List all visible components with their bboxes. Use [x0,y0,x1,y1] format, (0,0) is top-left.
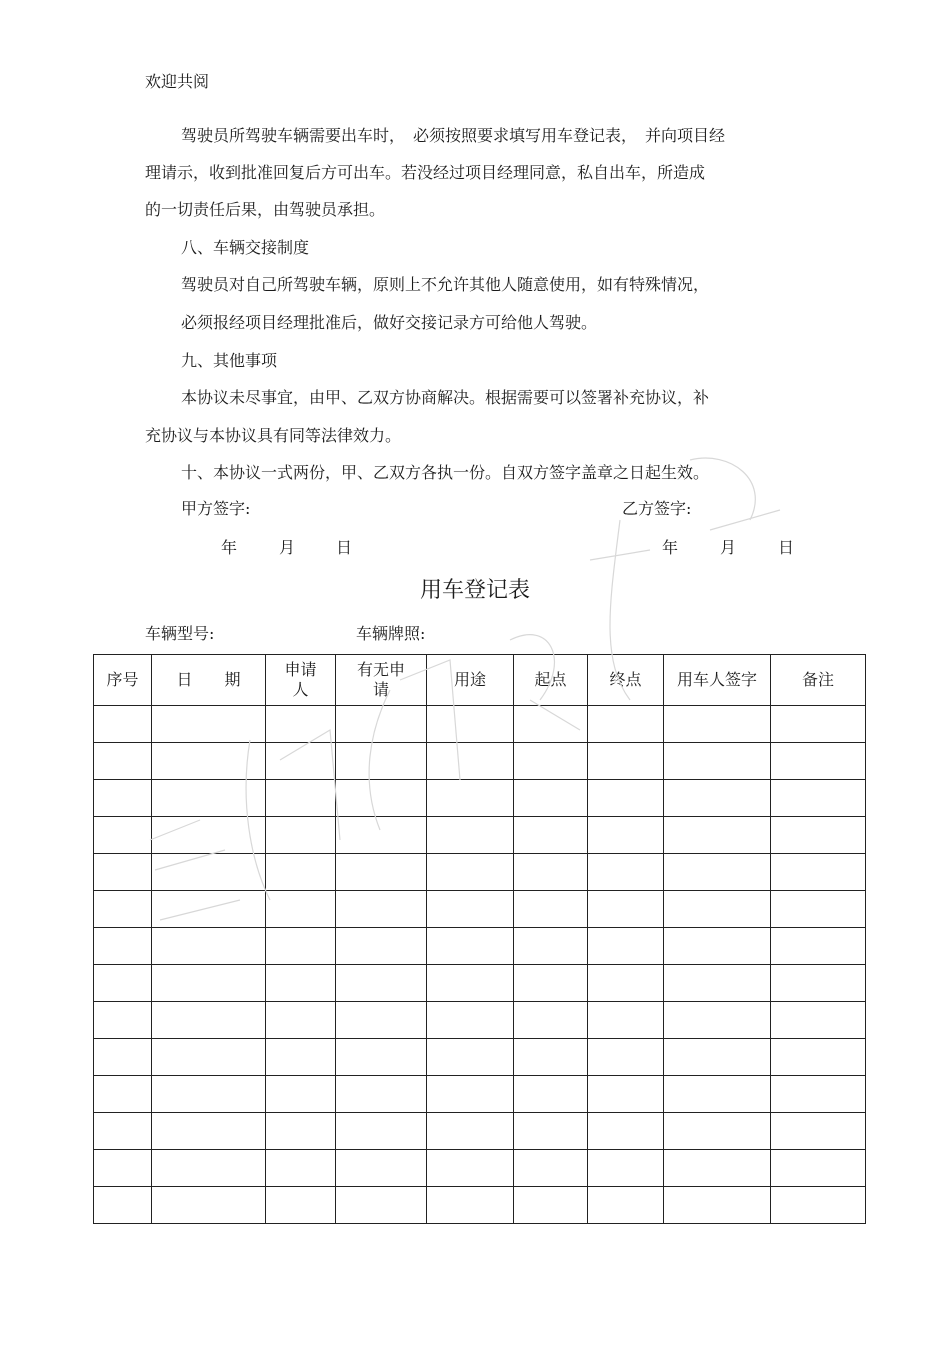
table-cell [514,965,588,1002]
table-cell [427,743,514,780]
table-cell [94,965,152,1002]
table-row [94,780,866,817]
column-header: 用途 [427,655,514,706]
table-cell [664,928,771,965]
table-cell [588,780,664,817]
column-header: 序号 [94,655,152,706]
table-cell [427,854,514,891]
table-cell [514,743,588,780]
table-cell [771,1039,866,1076]
table-cell [514,706,588,743]
table-cell [588,1150,664,1187]
table-cell [588,854,664,891]
table-cell [336,817,427,854]
table-cell [94,1002,152,1039]
paragraph-1-line-2: 理请示，收到批准回复后方可出车。若没经过项目经理同意，私自出车，所造成 [145,163,706,182]
table-cell [152,1076,266,1113]
table-cell [771,780,866,817]
section-9-line-1: 本协议未尽事宜，由甲、乙双方协商解决。根据需要可以签署补充协议，补 [181,388,710,407]
party-b-signature-label: 乙方签字: [622,499,692,518]
table-cell [771,706,866,743]
party-a-date-day: 日 [336,538,353,557]
table-cell [336,891,427,928]
table-cell [664,780,771,817]
party-b-date-day: 日 [778,538,795,557]
table-cell [771,1002,866,1039]
table-cell [152,854,266,891]
table-cell [266,1002,336,1039]
table-cell [152,817,266,854]
table-cell [152,1113,266,1150]
table-cell [336,928,427,965]
table-cell [664,1039,771,1076]
table-row [94,854,866,891]
party-a-signature-label: 甲方签字: [181,499,251,518]
table-cell [152,1150,266,1187]
column-header: 起点 [514,655,588,706]
column-header: 日 期 [152,655,266,706]
table-cell [94,891,152,928]
section-8-line-1: 驾驶员对自己所驾驶车辆，原则上不允许其他人随意使用，如有特殊情况， [181,275,710,294]
column-header: 备注 [771,655,866,706]
table-cell [588,706,664,743]
table-cell [336,965,427,1002]
table-cell [664,965,771,1002]
table-cell [514,780,588,817]
party-b-date-month: 月 [720,538,737,557]
table-cell [266,891,336,928]
table-row [94,1076,866,1113]
table-cell [94,706,152,743]
paragraph-1-line-1: 驾驶员所驾驶车辆需要出车时， 必须按照要求填写用车登记表， 并向项目经 [181,126,726,145]
section-8-heading: 八、车辆交接制度 [181,238,310,257]
table-cell [664,891,771,928]
table-cell [588,1039,664,1076]
table-cell [771,1076,866,1113]
table-cell [664,1076,771,1113]
column-header: 有无申请 [336,655,427,706]
table-cell [514,928,588,965]
table-cell [266,1150,336,1187]
table-cell [94,1113,152,1150]
table-row [94,1113,866,1150]
section-9-line-2: 充协议与本协议具有同等法律效力。 [145,426,402,445]
table-cell [514,817,588,854]
page-header: 欢迎共阅 [145,72,210,91]
table-cell [94,854,152,891]
table-cell [152,706,266,743]
table-cell [514,1002,588,1039]
table-cell [427,1039,514,1076]
table-cell [427,817,514,854]
table-row [94,706,866,743]
table-row [94,1002,866,1039]
table-cell [427,706,514,743]
table-cell [664,1187,771,1224]
table-cell [152,965,266,1002]
table-cell [427,1113,514,1150]
table-cell [336,854,427,891]
table-cell [94,743,152,780]
column-header: 申请人 [266,655,336,706]
table-cell [427,1150,514,1187]
table-cell [336,1187,427,1224]
table-cell [94,1150,152,1187]
table-cell [771,854,866,891]
table-cell [266,780,336,817]
table-cell [94,1039,152,1076]
table-cell [514,1187,588,1224]
paragraph-1-line-3: 的一切责任后果，由驾驶员承担。 [145,200,386,219]
table-cell [427,928,514,965]
vehicle-registration-table [93,654,866,1224]
table-cell [266,1039,336,1076]
table-cell [588,817,664,854]
table-row [94,1187,866,1224]
table-cell [771,891,866,928]
table-row [94,817,866,854]
table-cell [266,817,336,854]
table-row [94,891,866,928]
table-row [94,965,866,1002]
table-cell [427,780,514,817]
table-header-row [94,655,866,706]
table-cell [336,706,427,743]
table-row [94,1150,866,1187]
form-title: 用车登记表 [419,578,530,603]
table-row [94,928,866,965]
table-cell [771,1187,866,1224]
table-cell [664,743,771,780]
table-cell [336,1002,427,1039]
table-cell [514,891,588,928]
table-cell [664,854,771,891]
table-cell [588,965,664,1002]
table-cell [266,1187,336,1224]
table-cell [266,743,336,780]
table-cell [152,1187,266,1224]
table-cell [771,1113,866,1150]
table-cell [336,1113,427,1150]
table-cell [266,1076,336,1113]
table-cell [152,1039,266,1076]
party-b-date-year: 年 [662,538,679,557]
table-row [94,743,866,780]
section-8-line-2: 必须报经项目经理批准后，做好交接记录方可给他人驾驶。 [181,313,598,332]
table-cell [427,1076,514,1113]
table-cell [514,1039,588,1076]
table-cell [94,1187,152,1224]
table-cell [588,928,664,965]
table-cell [152,743,266,780]
table-cell [336,1039,427,1076]
table-cell [514,1150,588,1187]
table-cell [664,1150,771,1187]
table-cell [94,1076,152,1113]
table-cell [427,1002,514,1039]
table-cell [266,928,336,965]
party-a-date-year: 年 [221,538,238,557]
table-cell [94,817,152,854]
vehicle-model-label: 车辆型号: [145,624,215,643]
table-cell [588,1187,664,1224]
table-cell [152,780,266,817]
table-cell [514,1113,588,1150]
section-10-line: 十、本协议一式两份，甲、乙双方各执一份。自双方签字盖章之日起生效。 [181,463,710,482]
table-cell [266,965,336,1002]
column-header: 终点 [588,655,664,706]
table-cell [427,965,514,1002]
table-cell [152,928,266,965]
table-cell [588,743,664,780]
table-cell [588,1076,664,1113]
table-cell [427,1187,514,1224]
table-cell [771,1150,866,1187]
column-header: 用车人签字 [664,655,771,706]
table-cell [771,965,866,1002]
table-cell [664,817,771,854]
table-cell [588,1002,664,1039]
table-cell [266,1113,336,1150]
table-cell [771,817,866,854]
table-cell [336,1076,427,1113]
table-cell [266,854,336,891]
table-cell [664,1113,771,1150]
table-cell [336,1150,427,1187]
license-plate-label: 车辆牌照: [356,624,426,643]
table-cell [336,743,427,780]
table-cell [94,928,152,965]
table-cell [152,891,266,928]
table-cell [771,743,866,780]
table-cell [514,1076,588,1113]
table-cell [588,891,664,928]
table-cell [588,1113,664,1150]
table-cell [664,706,771,743]
table-cell [94,780,152,817]
party-a-date-month: 月 [279,538,296,557]
table-cell [266,706,336,743]
table-cell [771,928,866,965]
table-cell [514,854,588,891]
table-cell [427,891,514,928]
table-cell [152,1002,266,1039]
table-cell [664,1002,771,1039]
table-row [94,1039,866,1076]
section-9-heading: 九、其他事项 [181,351,278,370]
table-cell [336,780,427,817]
